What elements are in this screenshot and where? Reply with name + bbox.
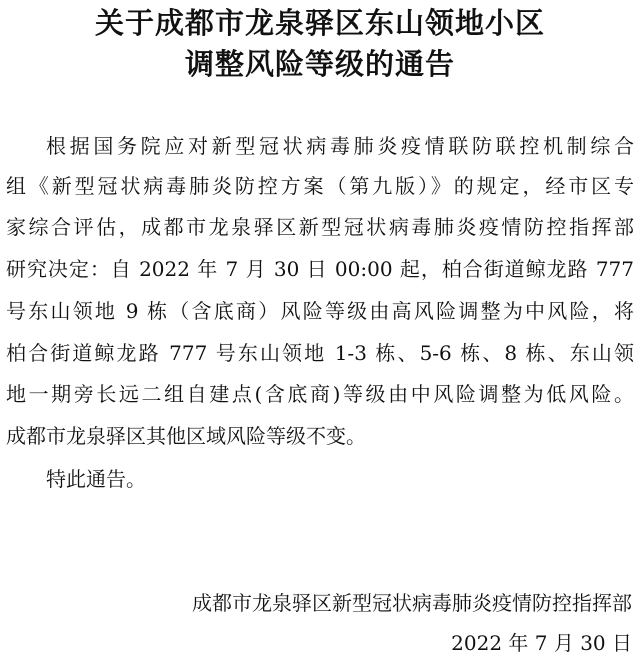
- body-line-7: 地一期旁长远二组自建点(含底商)等级由中风险调整为低风险。: [6, 382, 634, 406]
- body-line-4: 研究决定：自 2022 年 7 月 30 日 00:00 起，柏合街道鲸龙路 777: [6, 257, 634, 281]
- issuer-signature: 成都市龙泉驿区新型冠状病毒肺炎疫情防控指挥部: [192, 591, 632, 615]
- notice-title-line-1: 关于成都市龙泉驿区东山领地小区: [94, 6, 545, 40]
- body-line-1: 根据国务院应对新型冠状病毒肺炎疫情联防联控机制综合: [46, 134, 634, 158]
- body-line-2: 组《新型冠状病毒肺炎防控方案（第九版）》的规定，经市区专: [6, 174, 634, 198]
- issue-date: 2022 年 7 月 30 日: [451, 631, 632, 655]
- body-line-6: 柏合街道鲸龙路 777 号东山领地 1-3 栋、5-6 栋、8 栋、东山领: [6, 341, 634, 365]
- closing-line: 特此通告。: [46, 467, 146, 491]
- body-line-5: 号东山领地 9 栋（含底商）风险等级由高风险调整为中风险，将: [6, 299, 634, 323]
- notice-title-line-2: 调整风险等级的通告: [184, 47, 455, 81]
- body-line-8: 成都市龙泉驿区其他区域风险等级不变。: [6, 424, 366, 448]
- body-line-3: 家综合评估，成都市龙泉驿区新型冠状病毒肺炎疫情防控指挥部: [6, 215, 634, 239]
